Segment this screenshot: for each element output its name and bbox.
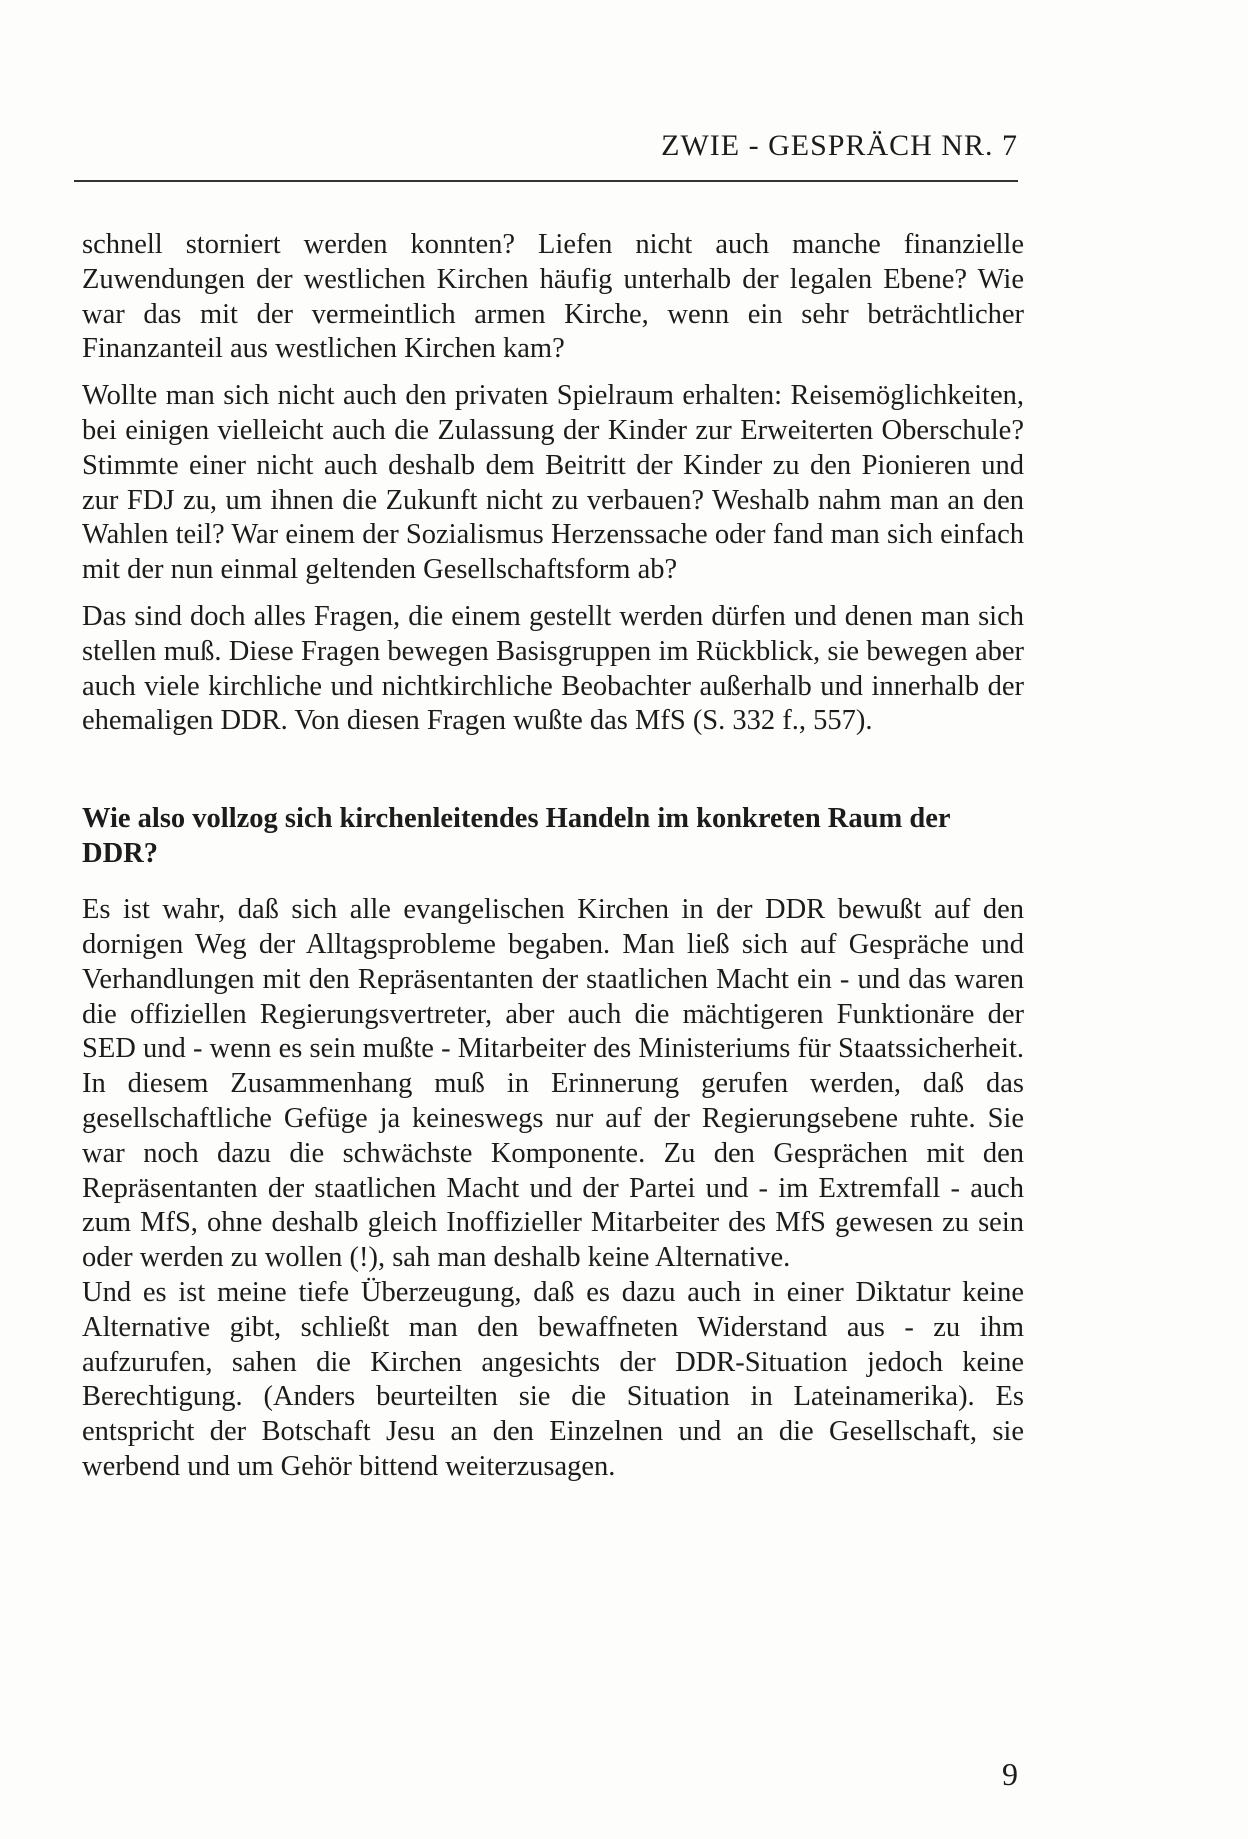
page-content: [82, 228, 1024, 1485]
paragraph: Es ist wahr, daß sich alle evangelischen Kirchen in der DDR bewußt auf den dornigen Weg der Alltagsprobleme begaben. Man ließ sich auf Gespräche und Verhandlungen mit den Repräsentanten der staatlichen Macht ein - und das waren die offiziellen Regierungsvertreter, aber auch die mächtigeren Funktionäre der SED und - wenn es sein mußte - Mitarbeiter des Ministeriums für Staatssicherheit. In diesem Zusammenhang muß in Erinnerung gerufen werden, daß das gesellschaftliche Gefüge ja keineswegs nur auf der Regierungsebene ruhte. Sie war noch dazu die schwächste Komponente. Zu den Gesprächen mit den Repräsentanten der staatlichen Macht und der Partei und - im Extremfall - auch zum MfS, ohne deshalb gleich Inoffizieller Mitarbeiter des MfS gewesen zu sein oder werden zu wollen (!), sah man deshalb keine Alternative.: [82, 894, 1024, 1274]
paragraph: Und es ist meine tiefe Überzeugung, daß es dazu auch in einer Diktatur keine Alternative gibt, schließt man den bewaffneten Widerstand aus - zu ihm aufzurufen, sahen die Kirchen angesichts der DDR-Situation jedoch keine Berechtigung. (Anders beurteilten sie die Situation in Lateinamerika). Es entspricht der Botschaft Jesu an den Einzelnen und an die Gesellschaft, sie werbend und um Gehör bittend weiterzusagen.: [82, 1276, 1024, 1482]
paragraph: Das sind doch alles Fragen, die einem gestellt werden dürfen und denen man sich stellen muß. Diese Fragen bewegen Basisgruppen im Rückblick, sie bewegen aber auch viele kirchliche und nichtkirchliche Beobachter außerhalb und innerhalb der ehemaligen DDR. Von diesen Fragen wußte das MfS (S. 332 f., 557).: [82, 600, 1024, 737]
section-heading: Wie also vollzog sich kirchenleitendes Handeln im konkreten Raum der DDR?: [82, 803, 950, 870]
page-number: 9: [1002, 1756, 1018, 1792]
paragraph: Wollte man sich nicht auch den privaten Spielraum erhalten: Reisemöglichkeiten, bei einigen vielleicht auch die Zulassung der Kinder zur Erweiterten Oberschule? Stimmte einer nicht auch deshalb dem Beitritt der Kinder zu den Pionieren und zur FDJ zu, um ihnen die Zukunft nicht zu verbauen? Weshalb nahm man an den Wahlen teil? War einem der Sozialismus Herzenssache oder fand man sich einfach mit der nun einmal geltenden Gesellschaftsform ab?: [82, 380, 1024, 586]
page-header: [74, 128, 1018, 182]
running-title: ZWIE - GESPRÄCH NR. 7: [661, 129, 1018, 162]
paragraph: schnell storniert werden konnten? Liefen nicht auch manche finanzielle Zuwendungen der westlichen Kirchen häufig unterhalb der legalen Ebene? Wie war das mit der vermeintlich armen Kirche, wenn ein sehr beträchtlicher Finanzanteil aus westlichen Kirchen kam?: [82, 229, 1024, 365]
